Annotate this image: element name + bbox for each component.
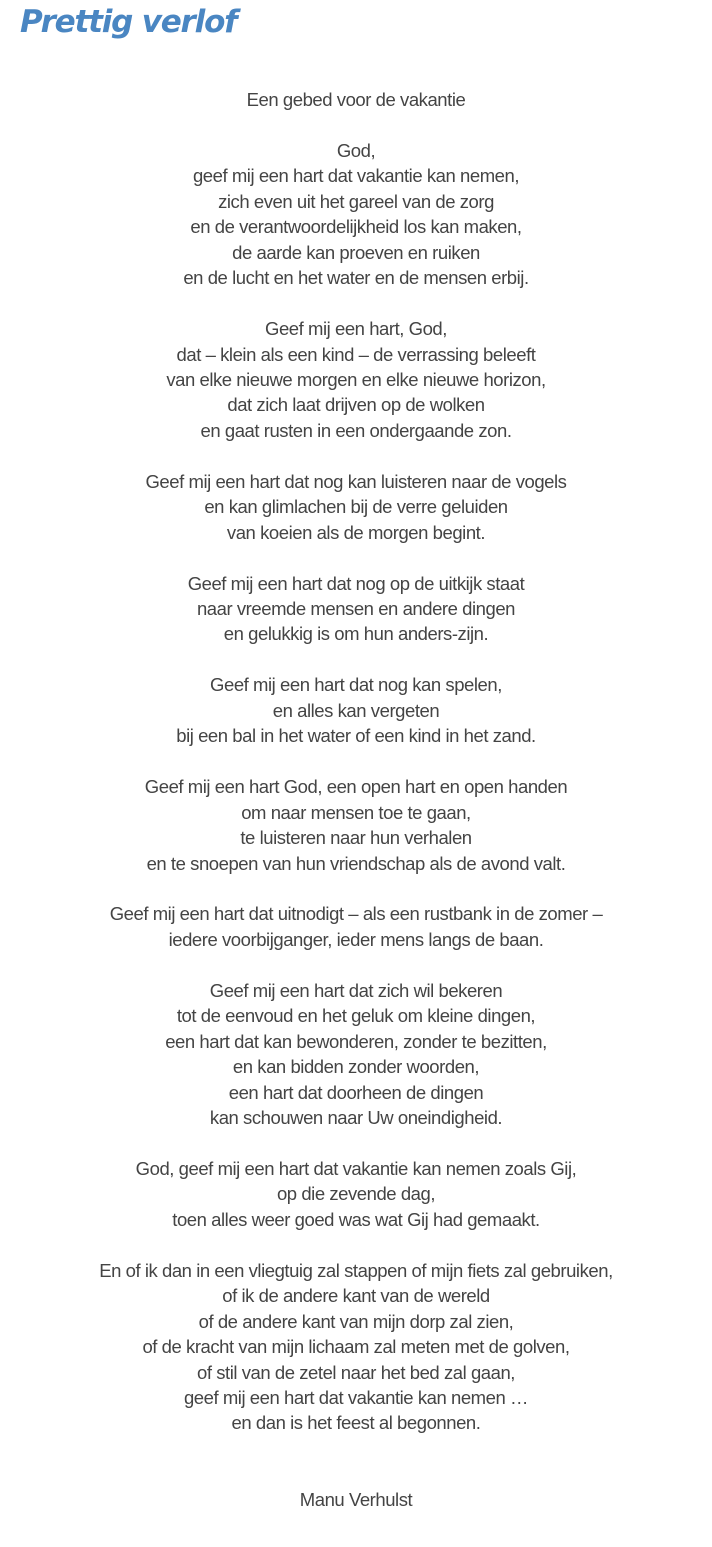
stanza xyxy=(0,571,712,647)
poem-line: en kan bidden zonder woorden, xyxy=(232,1056,480,1078)
stanza-gap xyxy=(0,443,712,468)
poem-line: geef mij een hart dat vakantie kan nemen … xyxy=(183,1386,529,1408)
poem-line: en gaat rusten in een ondergaande zon. xyxy=(200,419,512,441)
page-title: Prettig verlof xyxy=(20,4,237,40)
poem-line: of stil van de zetel naar het bed zal gaan, xyxy=(197,1361,515,1383)
stanza xyxy=(0,672,712,748)
stanza-gap xyxy=(0,545,712,570)
poem-line: de aarde kan proeven en ruiken xyxy=(232,241,480,263)
poem-line: God, xyxy=(336,139,376,161)
poem-line: en gelukkig is om hun anders-zijn. xyxy=(223,623,489,645)
poem-line: van koeien als de morgen begint. xyxy=(226,521,486,543)
poem-line: van elke nieuwe morgen en elke nieuwe horizon, xyxy=(166,368,546,390)
stanza xyxy=(0,978,712,1131)
stanza xyxy=(0,774,712,876)
poem-line: Geef mij een hart, God, xyxy=(265,318,447,340)
stanza xyxy=(0,316,712,443)
stanza-gap xyxy=(0,112,712,137)
stanza xyxy=(0,138,712,291)
poem-line: kan schouwen naar Uw oneindigheid. xyxy=(209,1107,503,1128)
poem-line: een hart dat kan bewonderen, zonder te bezitten, xyxy=(165,1030,547,1052)
poem-line: tot de eenvoud en het geluk om kleine dingen, xyxy=(176,1005,536,1027)
stanza xyxy=(0,901,712,952)
stanza xyxy=(0,1258,712,1436)
poem-line: en te snoepen van hun vriendschap als de avond valt. xyxy=(146,852,566,874)
poem-line: geef mij een hart dat vakantie kan nemen, xyxy=(192,165,520,187)
poem-line: Geef mij een hart dat nog kan luisteren naar de vogels xyxy=(145,470,567,492)
poem-line: en dan is het feest al begonnen. xyxy=(231,1412,481,1434)
poem-line: toen alles weer goed was wat Gij had gemaakt. xyxy=(172,1208,540,1230)
stanza-gap xyxy=(0,1130,712,1155)
poem-line: of de kracht van mijn lichaam zal meten met de golven, xyxy=(142,1336,570,1358)
poem-line: dat – klein als een kind – de verrassing beleeft xyxy=(176,343,536,365)
stanza-gap xyxy=(0,647,712,672)
poem-line: zich even uit het gareel van de zorg xyxy=(218,190,494,212)
poem-line: Geef mij een hart dat nog kan spelen, xyxy=(210,674,502,696)
poem-line: of ik de andere kant van de wereld xyxy=(222,1285,490,1307)
stanza xyxy=(0,469,712,545)
poem-line: Geef mij een hart dat uitnodigt – als een rustbank in de zomer – xyxy=(109,903,603,925)
poem-line: en de lucht en het water en de mensen erbij. xyxy=(183,267,529,289)
poem-line: Geef mij een hart dat nog op de uitkijk staat xyxy=(187,572,525,594)
poem-line: En of ik dan in een vliegtuig zal stappen of mijn fiets zal gebruiken, xyxy=(99,1259,613,1281)
poem-line: om naar mensen toe te gaan, xyxy=(241,801,471,823)
poem-line: God, geef mij een hart dat vakantie kan nemen zoals Gij, xyxy=(135,1157,577,1179)
poem-line: bij een bal in het water of een kind in het zand. xyxy=(176,725,536,747)
poem-stanzas xyxy=(0,112,712,1435)
poem-line: een hart dat doorheen de dingen xyxy=(228,1081,484,1103)
poem-line: en alles kan vergeten xyxy=(272,699,440,721)
poem xyxy=(0,87,712,1436)
stanza xyxy=(0,1156,712,1232)
stanza-gap xyxy=(0,1232,712,1257)
poem-line: dat zich laat drijven op de wolken xyxy=(227,394,485,416)
poem-line: op die zevende dag, xyxy=(276,1183,436,1205)
poem-author: Manu Verhulst xyxy=(299,1489,413,1510)
poem-line: of de andere kant van mijn dorp zal zien, xyxy=(198,1310,514,1332)
stanza-gap xyxy=(0,291,712,316)
poem-line: te luisteren naar hun verhalen xyxy=(240,827,472,849)
poem-line: Geef mij een hart dat zich wil bekeren xyxy=(209,979,503,1001)
poem-line: naar vreemde mensen en andere dingen xyxy=(196,598,516,619)
stanza-gap xyxy=(0,876,712,901)
stanza-gap xyxy=(0,952,712,977)
stanza-gap xyxy=(0,749,712,774)
poem-line: en kan glimlachen bij de verre geluiden xyxy=(204,496,508,518)
poem-heading: Een gebed voor de vakantie xyxy=(246,89,466,110)
poem-line: iedere voorbijganger, ieder mens langs de baan. xyxy=(168,928,544,950)
poem-line: Geef mij een hart God, een open hart en open handen xyxy=(144,776,568,798)
poem-line: en de verantwoordelijkheid los kan maken, xyxy=(190,216,522,238)
